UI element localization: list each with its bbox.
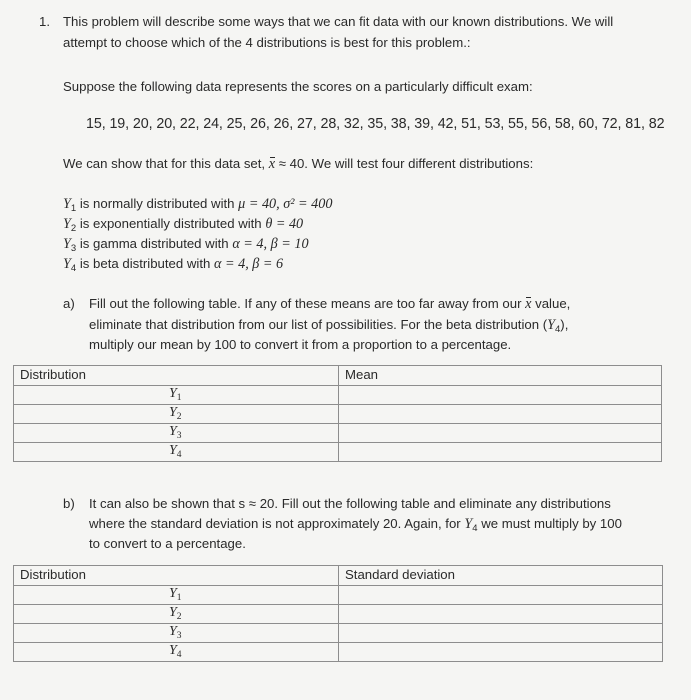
xbar-symbol: x	[268, 156, 276, 172]
stddev-answer-cell[interactable]	[339, 624, 663, 643]
distribution-cell: $Y_3$	[14, 424, 339, 443]
col-header-standard-deviation: Standard deviation	[339, 566, 663, 586]
distribution-cell: $Y_4$	[14, 443, 339, 462]
stddev-answer-cell[interactable]	[339, 643, 663, 662]
distribution-var: Y	[63, 196, 71, 212]
sample-mean-prefix: We can show that for this data set,	[63, 156, 266, 171]
distribution-var: Y	[63, 216, 71, 232]
distribution-text: is exponentially distributed with	[76, 216, 266, 231]
distribution-sub: 3	[70, 243, 77, 254]
distribution-cell: $Y_3$	[14, 624, 339, 643]
xbar-symbol: x	[525, 296, 532, 312]
distribution-params: α = 4, β = 6	[214, 256, 284, 272]
suppose-text: Suppose the following data represents the scores on a particularly difficult exam:	[63, 79, 533, 94]
table-row	[14, 443, 662, 462]
distribution-sub: 4	[70, 263, 77, 274]
problem-number: 1.	[39, 14, 50, 29]
distribution-params: μ = 40, σ² = 400	[238, 196, 333, 212]
part-a-line-1-prefix: Fill out the following table. If any of these means are too far away from our	[89, 296, 522, 311]
distribution-cell: $Y_2$	[14, 405, 339, 424]
mean-answer-cell[interactable]	[339, 386, 662, 405]
col-header-distribution: Distribution	[14, 366, 339, 386]
distribution-var: Y	[63, 236, 71, 252]
distribution-text: is gamma distributed with	[76, 236, 233, 251]
distribution-cell: $Y_1$	[14, 586, 339, 605]
y4-var: Y	[464, 516, 473, 532]
part-b-line-2-prefix: where the standard deviation is not approximately 20. Again, for	[89, 516, 461, 531]
table-row	[14, 586, 663, 605]
stddev-answer-cell[interactable]	[339, 605, 663, 624]
part-b-line-2-suffix: we must multiply by 100	[477, 516, 622, 531]
distribution-var: Y	[63, 256, 71, 272]
part-a-line-1-suffix: value,	[531, 296, 571, 311]
part-a-line-2-suffix: ),	[560, 317, 569, 332]
part-b-line-3: to convert to a percentage.	[89, 536, 246, 551]
stddev-answer-cell[interactable]	[339, 586, 663, 605]
distribution-text: is normally distributed with	[76, 196, 239, 211]
distribution-cell: $Y_4$	[14, 643, 339, 662]
distribution-sub: 2	[70, 223, 77, 234]
sample-mean-line	[63, 155, 533, 173]
col-header-mean: Mean	[339, 366, 662, 386]
distribution-cell: $Y_1$	[14, 386, 339, 405]
table-header-row	[14, 366, 662, 386]
mean-table	[13, 365, 662, 462]
scores-list: 15, 19, 20, 20, 22, 24, 25, 26, 26, 27, 28, 32, 35, 38, 39, 42, 51, 53, 55, 56, 58, 60, 72, 81, 82	[86, 116, 665, 132]
y4-sub: 4	[555, 324, 561, 335]
part-b-line-1: It can also be shown that s ≈ 20. Fill out the following table and eliminate any distributions	[89, 496, 611, 511]
part-a-label: a)	[63, 296, 75, 311]
part-a-line-2-prefix: eliminate that distribution from our list of possibilities. For the beta distribution (	[89, 317, 548, 332]
distribution-cell: $Y_2$	[14, 605, 339, 624]
table-row	[14, 386, 662, 405]
distribution-item	[63, 255, 283, 278]
table-row	[14, 643, 663, 662]
mean-answer-cell[interactable]	[339, 443, 662, 462]
table-header-row	[14, 566, 663, 586]
table-row	[14, 405, 662, 424]
distribution-text: is beta distributed with	[76, 256, 214, 271]
table-row	[14, 624, 663, 643]
distribution-params: α = 4, β = 10	[232, 236, 309, 252]
part-b-label: b)	[63, 496, 75, 511]
mean-answer-cell[interactable]	[339, 424, 662, 443]
sample-mean-suffix: ≈ 40. We will test four different distributions:	[278, 156, 534, 171]
table-row	[14, 605, 663, 624]
y4-sub: 4	[472, 523, 478, 534]
part-a-line-1	[89, 295, 570, 313]
stddev-table	[13, 565, 663, 662]
part-a-line-3: multiply our mean by 100 to convert it from a proportion to a percentage.	[89, 337, 512, 352]
y4-var: Y	[547, 317, 555, 333]
distribution-params: θ = 40	[265, 216, 304, 232]
intro-line-1: This problem will describe some ways that we can fit data with our known distributions. We will	[63, 14, 614, 29]
intro-line-2: attempt to choose which of the 4 distributions is best for this problem.:	[63, 35, 471, 50]
distribution-sub: 1	[70, 203, 77, 214]
mean-answer-cell[interactable]	[339, 405, 662, 424]
table-row	[14, 424, 662, 443]
col-header-distribution: Distribution	[14, 566, 339, 586]
